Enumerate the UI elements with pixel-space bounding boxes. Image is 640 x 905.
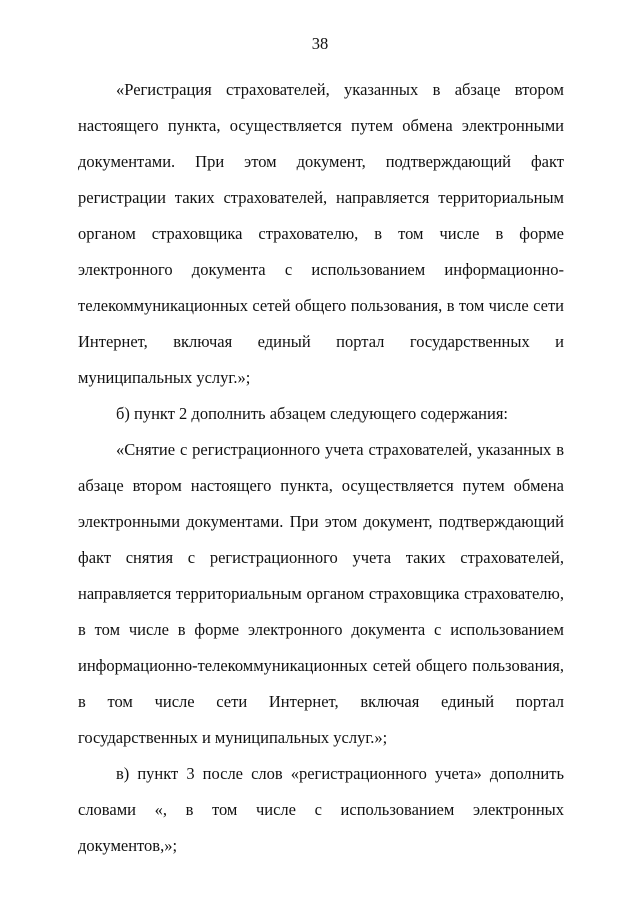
paragraph-deregistration: «Снятие с регистрационного учета страхователей, указанных в абзаце втором настоящего пункта, осуществляется путем обмена электронными документами. При этом документ, подтверждающий факт снятия с регистрационного учета таких страхователей, направляется территориальным органом страховщика страхователю, в том числе в форме электронного документа с использованием информационно-телекоммуникационных сетей общего пользования, в том числе сети Интернет, включая единый портал государственных и муниципальных услуг.»; [78, 440, 564, 747]
paragraph-registration: «Регистрация страхователей, указанных в абзаце втором настоящего пункта, осуществляется путем обмена электронными документами. При этом документ, подтверждающий факт регистрации таких страхователей, направляется территориальным органом страховщика страхователю, в том числе в форме электронного документа с использованием информационно-телекоммуникационных сетей общего пользования, в том числе сети Интернет, включая единый портал государственных и муниципальных услуг.»; [78, 80, 564, 387]
paragraph-amend-item-2: б) пункт 2 дополнить абзацем следующего содержания: [116, 404, 508, 423]
document-body [78, 72, 564, 864]
paragraph-amend-item-3: в) пункт 3 после слов «регистрационного учета» дополнить словами «, в том числе с использованием электронных документов,»; [78, 764, 564, 855]
page-number: 38 [311, 34, 329, 53]
